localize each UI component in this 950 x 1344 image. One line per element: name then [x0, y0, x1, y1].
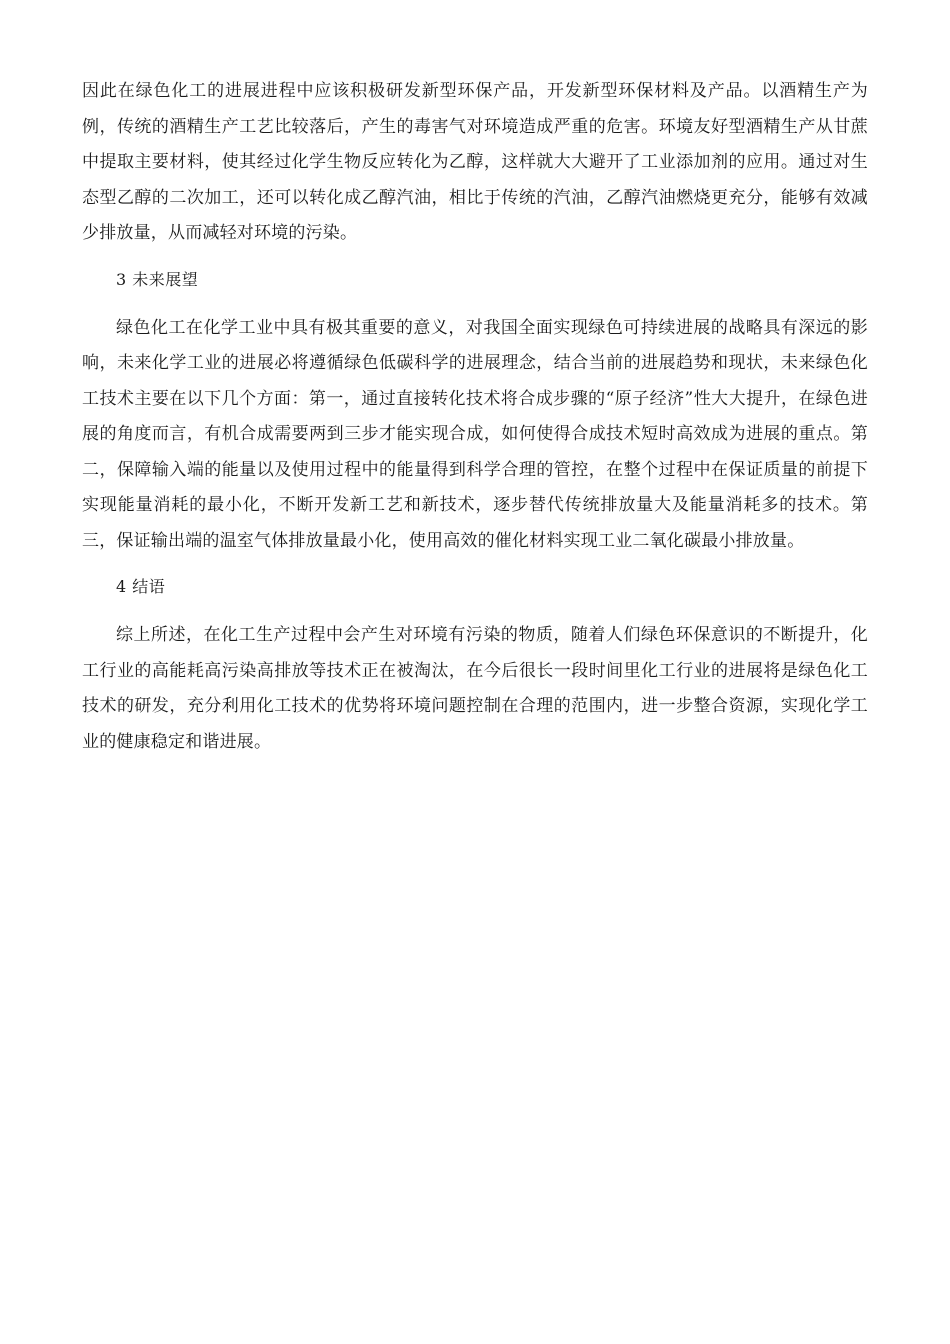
paragraph-future-outlook: 绿色化工在化学工业中具有极其重要的意义，对我国全面实现绿色可持续进展的战略具有深远的影响，未来化学工业的进展必将遵循绿色低碳科学的进展理念，结合当前的进展趋势和现状，未来绿色化工技术主要在以下几个方面：第一，通过直接转化技术将合成步骤的“原子经济”性大大提升，在绿色进展的角度而言，有机合成需要两到三步才能实现合成，如何使得合成技术短时高效成为进展的重点。第二，保障输入端的能量以及使用过程中的能量得到科学合理的管控，在整个过程中在保证质量的前提下实现能量消耗的最小化，不断开发新工艺和新技术，逐步替代传统排放量大及能量消耗多的技术。第三，保证输出端的温室气体排放量最小化，使用高效的催化材料实现工业二氧化碳最小排放量。 — [82, 317, 868, 551]
paragraph-ethanol-example: 因此在绿色化工的进展进程中应该积极研发新型环保产品，开发新型环保材料及产品。以酒精生产为例，传统的酒精生产工艺比较落后，产生的毒害气对环境造成严重的危害。环境友好型酒精生产从甘蔗中提取主要材料，使其经过化学生物反应转化为乙醇，这样就大大避开了工业添加剂的应用。通过对生态型乙醇的二次加工，还可以转化成乙醇汽油，相比于传统的汽油，乙醇汽油燃烧更充分，能够有效减少排放量，从而减轻对环境的污染。 — [82, 81, 868, 243]
paragraph-conclusion: 综上所述，在化工生产过程中会产生对环境有污染的物质，随着人们绿色环保意识的不断提升，化工行业的高能耗高污染高排放等技术正在被淘汰，在今后很长一段时间里化工行业的进展将是绿色化工技术的研发，充分利用化工技术的优势将环境问题控制在合理的范围内，进一步整合资源，实现化学工业的健康稳定和谐进展。 — [82, 625, 868, 752]
document-page — [82, 74, 868, 760]
section-heading-future-outlook: 3 未来展望 — [116, 269, 199, 289]
section-heading-conclusion: 4 结语 — [116, 577, 166, 596]
